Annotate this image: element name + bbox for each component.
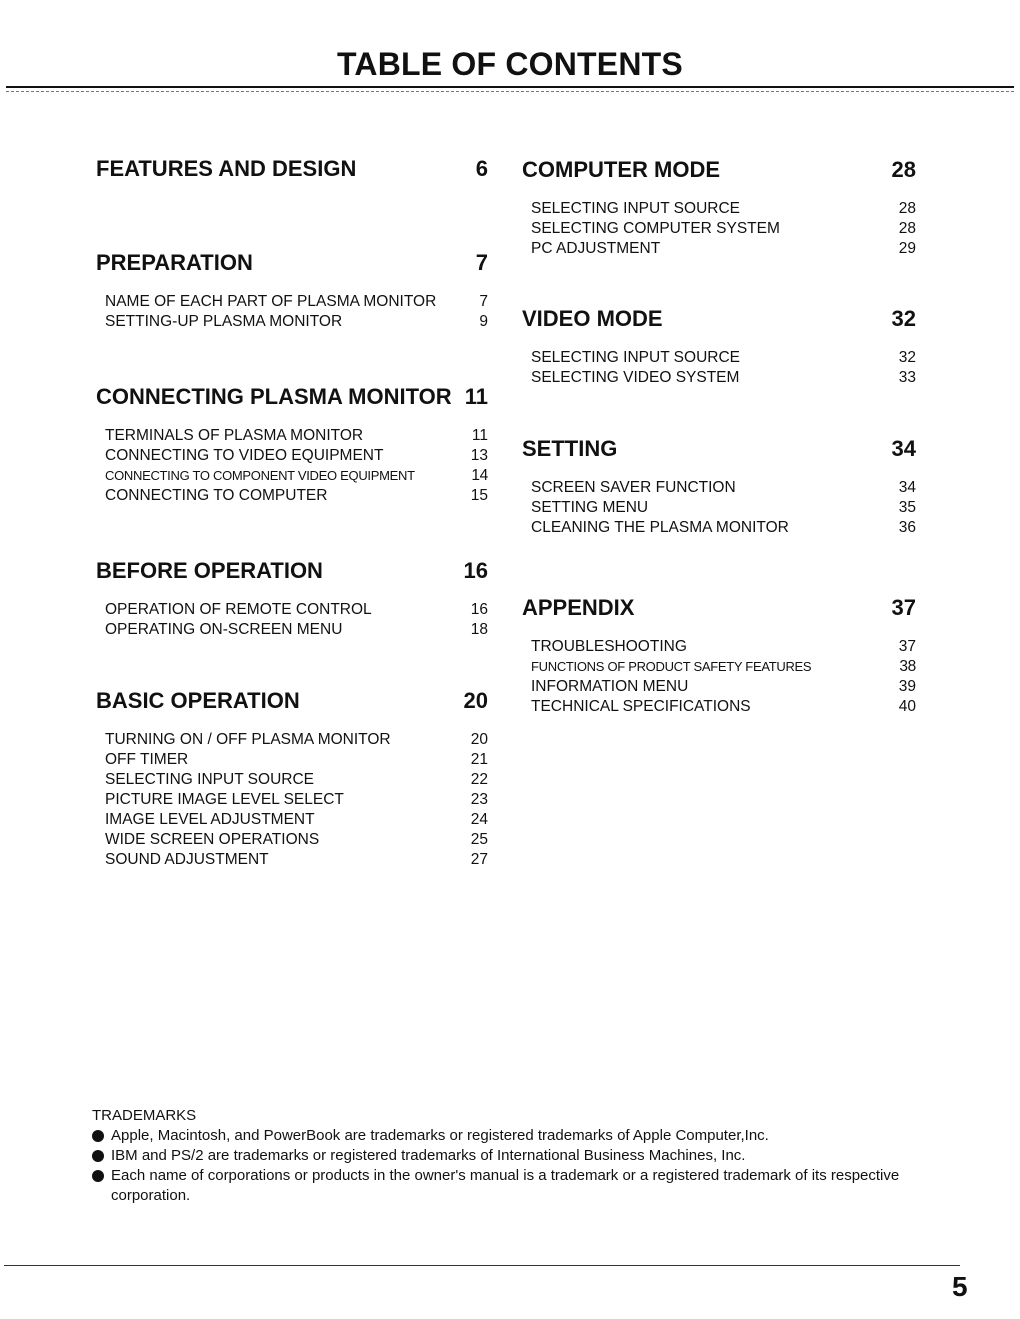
entry-page: 13 [470,447,488,464]
toc-entry[interactable] [105,292,488,312]
trademarks-block [92,1106,932,1206]
entry-page: 24 [470,811,488,828]
section-heading[interactable] [522,304,916,334]
toc-section-features [96,154,488,184]
toc-left-column [96,154,488,870]
entry-label: SELECTING VIDEO SYSTEM [531,369,740,386]
section-items [96,600,488,640]
bullet-icon [92,1170,104,1182]
entry-label: PC ADJUSTMENT [531,240,661,257]
toc-entry[interactable] [531,677,916,697]
entry-label: TURNING ON / OFF PLASMA MONITOR [105,731,391,748]
section-title: BASIC OPERATION [96,688,300,713]
section-page: 7 [475,250,488,275]
section-heading[interactable] [522,434,916,464]
entry-label: SETTING-UP PLASMA MONITOR [105,313,343,330]
entry-page: 40 [898,698,916,715]
entry-label: SELECTING INPUT SOURCE [105,771,315,788]
section-title: SETTING [522,436,618,461]
toc-entry[interactable] [531,637,916,657]
section-page: 20 [463,688,488,713]
toc-entry[interactable] [105,486,488,506]
entry-page: 9 [479,313,488,330]
entry-label: TECHNICAL SPECIFICATIONS [531,698,751,715]
entry-label: SELECTING INPUT SOURCE [531,349,741,366]
entry-page: 32 [898,349,916,366]
toc-entry[interactable] [105,750,488,770]
toc-entry[interactable] [531,657,916,677]
toc-entry[interactable] [531,348,916,368]
entry-page: 18 [470,621,488,638]
entry-page: 37 [898,638,916,655]
trademark-text: IBM and PS/2 are trademarks or registered trademarks of International Business Machines, Inc. [111,1147,746,1164]
entry-label: TROUBLESHOOTING [531,638,687,655]
toc-entry[interactable] [105,426,488,446]
toc-entry[interactable] [531,219,916,239]
entry-page: 21 [470,751,488,768]
trademark-item [92,1126,932,1146]
entry-page: 35 [898,499,916,516]
entry-label: CONNECTING TO COMPUTER [105,487,328,504]
entry-label: SCREEN SAVER FUNCTION [531,479,736,496]
entry-page: 28 [898,220,916,237]
toc-entry[interactable] [105,850,488,870]
section-page: 32 [891,306,916,331]
section-page: 28 [891,157,916,182]
section-title: COMPUTER MODE [522,157,720,182]
toc-entry[interactable] [531,697,916,717]
toc-entry[interactable] [531,518,916,538]
bullet-icon [92,1130,104,1142]
toc-entry[interactable] [105,600,488,620]
section-title: FEATURES AND DESIGN [96,156,357,181]
trademark-item [92,1146,932,1166]
entry-label: SELECTING COMPUTER SYSTEM [531,220,780,237]
entry-page: 28 [898,200,916,217]
section-heading[interactable] [96,382,488,412]
section-title: BEFORE OPERATION [96,558,323,583]
section-items [522,348,916,388]
section-title: APPENDIX [522,595,635,620]
entry-page: 20 [470,731,488,748]
page-number: 5 [952,1271,968,1302]
entry-label: SELECTING INPUT SOURCE [531,200,741,217]
section-heading[interactable] [96,686,488,716]
footer-rule [4,1265,960,1266]
section-heading[interactable] [96,248,488,278]
toc-right-column [522,155,916,717]
entry-label: OPERATION OF REMOTE CONTROL [105,601,372,618]
entry-page: 33 [898,369,916,386]
entry-label: SETTING MENU [531,499,649,516]
section-page: 16 [463,558,488,583]
toc-entry[interactable] [531,498,916,518]
toc-entry[interactable] [105,810,488,830]
section-title: PREPARATION [96,250,253,275]
title-rule [6,86,1014,88]
entry-page: 29 [898,240,916,257]
toc-entry[interactable] [105,790,488,810]
toc-entry[interactable] [105,730,488,750]
entry-page: 16 [470,601,488,618]
section-page: 11 [464,384,488,409]
section-title: VIDEO MODE [522,306,663,331]
title-rule-secondary [6,91,1014,92]
entry-page: 22 [470,771,488,788]
entry-label: CONNECTING TO COMPONENT VIDEO EQUIPMENT [105,468,415,483]
entry-page: 39 [898,678,916,695]
section-page: 6 [475,156,488,181]
trademark-item [92,1166,932,1206]
section-heading[interactable] [522,155,916,185]
entry-label: WIDE SCREEN OPERATIONS [105,831,320,848]
toc-entry[interactable] [105,466,488,486]
entry-page: 14 [471,467,488,484]
section-items [522,637,916,717]
section-heading[interactable] [96,154,488,184]
section-heading[interactable] [96,556,488,586]
entry-label: INFORMATION MENU [531,678,689,695]
toc-entry[interactable] [531,199,916,219]
entry-label: OPERATING ON-SCREEN MENU [105,621,343,638]
toc-section-appendix [522,593,916,717]
page-title: TABLE OF CONTENTS [337,46,683,82]
toc-entry[interactable] [531,368,916,388]
section-items [522,478,916,538]
entry-page: 27 [470,851,488,868]
section-page: 34 [891,436,916,461]
section-items [96,426,488,506]
trademarks-heading: TRADEMARKS [92,1107,197,1124]
entry-label: CONNECTING TO VIDEO EQUIPMENT [105,447,384,464]
entry-page: 36 [898,519,916,536]
entry-label: OFF TIMER [105,751,189,768]
toc-section-basic-operation [96,686,488,870]
toc-entry[interactable] [105,770,488,790]
section-items [96,730,488,870]
toc-section-preparation [96,248,488,332]
toc-entry[interactable] [531,239,916,259]
entry-page: 25 [470,831,488,848]
section-heading[interactable] [522,593,916,623]
entry-page: 23 [470,791,488,808]
entry-label: SOUND ADJUSTMENT [105,851,269,868]
toc-section-video-mode [522,304,916,388]
entry-page: 11 [471,427,488,444]
entry-label: FUNCTIONS OF PRODUCT SAFETY FEATURES [531,659,812,674]
toc-section-setting [522,434,916,538]
toc-section-connecting [96,382,488,506]
entry-page: 15 [470,487,488,504]
trademark-text: Apple, Macintosh, and PowerBook are trademarks or registered trademarks of Apple Computer,Inc. [111,1127,769,1144]
toc-entry[interactable] [105,312,488,332]
toc-entry[interactable] [105,446,488,466]
entry-page: 38 [899,658,916,675]
toc-section-before-operation [96,556,488,640]
toc-section-computer-mode [522,155,916,259]
toc-entry[interactable] [105,830,488,850]
entry-label: PICTURE IMAGE LEVEL SELECT [105,791,344,808]
entry-label: IMAGE LEVEL ADJUSTMENT [105,811,315,828]
bullet-icon [92,1150,104,1162]
entry-label: CLEANING THE PLASMA MONITOR [531,519,789,536]
trademark-text: Each name of corporations or products in the owner's manual is a trademark or a registered trademark of its respective corporation. [111,1167,900,1204]
entry-page: 7 [479,293,488,310]
toc-entry[interactable] [105,620,488,640]
entry-label: NAME OF EACH PART OF PLASMA MONITOR [105,293,437,310]
section-items [96,292,488,332]
section-items [522,199,916,259]
entry-page: 34 [898,479,916,496]
toc-entry[interactable] [531,478,916,498]
entry-label: TERMINALS OF PLASMA MONITOR [105,427,364,444]
section-page: 37 [891,595,916,620]
section-title: CONNECTING PLASMA MONITOR [96,384,452,409]
